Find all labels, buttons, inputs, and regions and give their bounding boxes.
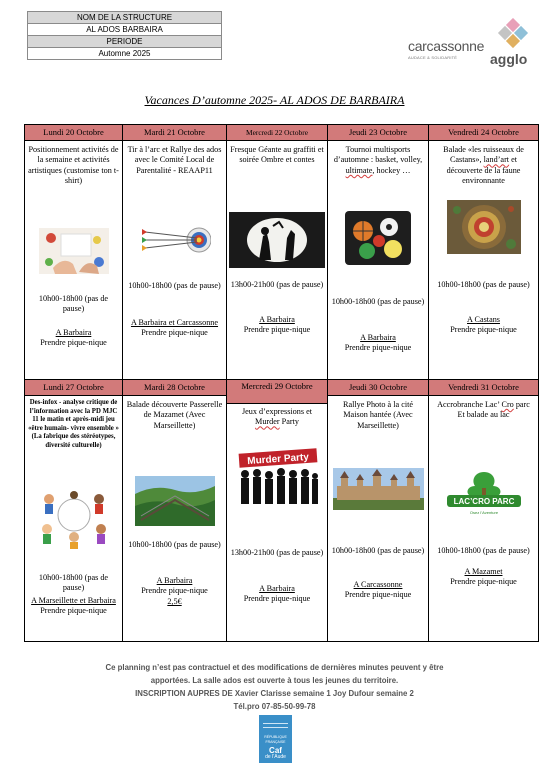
hours-text: 10h00-18h00 (pas de pause) <box>38 294 109 314</box>
activity-part: Cro <box>501 400 514 409</box>
location-block <box>432 315 535 336</box>
logo-suffix: agglo <box>490 51 528 67</box>
extra-text: Prendre pique-nique <box>40 606 107 616</box>
painting-hands-image <box>39 228 109 274</box>
extra-text: Prendre pique-nique <box>40 338 107 348</box>
day-cell-mardi-21 <box>123 125 227 379</box>
activity-part: Tournoi multisports d’automne : basket, volley, <box>333 145 423 165</box>
lac-cro-parc-logo-text: LAC’CRO PARC <box>453 497 515 506</box>
hours-text: 10h00-18h00 (pas de pause) <box>437 546 530 555</box>
footbridge-image <box>135 476 215 526</box>
carcassonne-city-image <box>333 468 424 510</box>
location-block <box>126 318 223 339</box>
carcassonne-agglo-logo <box>408 18 538 66</box>
caf-logo-text <box>259 735 292 761</box>
location-text: A Barbaira <box>360 333 396 342</box>
footer-disclaimer-2: apportées. La salle ados est ouverte à tous les jeunes du territoire. <box>150 676 399 685</box>
land-art-image <box>447 200 521 254</box>
week-1-row <box>25 125 538 379</box>
extra-text: Prendre pique-nique <box>344 343 412 353</box>
shadow-theatre-image <box>229 212 325 268</box>
hours-text: 10h00-18h00 (pas de pause) <box>331 297 425 306</box>
day-cell-vendredi-24 <box>429 125 538 379</box>
page-title: Vacances D’automne 2025- AL ADOS DE BARBAIRA <box>144 93 405 107</box>
caf-logo <box>259 715 292 763</box>
location-text: A Barbaira <box>156 576 193 585</box>
caf-name: Caf <box>269 745 282 755</box>
day-cell-mercredi-22 <box>227 125 328 379</box>
day-header: Lundi 27 Octobre <box>25 380 122 396</box>
caf-logo-line <box>263 723 288 724</box>
activity-part: Party <box>279 417 299 427</box>
location-block <box>432 567 535 588</box>
day-header: Lundi 20 Octobre <box>25 125 122 141</box>
day-cell-jeudi-23 <box>328 125 429 379</box>
day-header: Jeudi 30 Octobre <box>328 380 428 396</box>
activity-part: land’art <box>483 155 510 165</box>
murder-party-image <box>235 447 321 509</box>
day-cell-lundi-27 <box>25 380 123 642</box>
location-text: A Barbaira <box>259 315 295 324</box>
location-block <box>28 596 119 617</box>
logo-subtitle: AUDACE & SOLIDARITÉ <box>408 55 458 60</box>
day-header: Mardi 21 Octobre <box>123 125 226 141</box>
extra-text: Prendre pique-nique <box>141 586 208 596</box>
period-value: Automne 2025 <box>28 48 222 60</box>
week-2-row <box>25 379 538 642</box>
activity-part: parc Et balade au lac <box>457 400 530 420</box>
lac-cro-parc-tagline: Osez l’Aventure <box>469 510 499 515</box>
hours-text: 13h00-21h00 (pas de pause) <box>230 280 324 289</box>
location-text: A Barbaira et Carcassonne <box>130 318 219 327</box>
day-cell-jeudi-30 <box>328 380 429 642</box>
day-cell-vendredi-31 <box>429 380 538 642</box>
period-label: PERIODE <box>28 36 222 48</box>
extra-text: Prendre pique-nique <box>141 328 208 338</box>
hours-text: 10h00-18h00 (pas de pause) <box>128 281 221 290</box>
logo-name: carcassonne <box>408 38 485 54</box>
day-header: Mardi 28 Octobre <box>123 380 226 396</box>
extra-text: Prendre pique-nique <box>243 594 311 604</box>
activity-description: Rallye Photo à la cité Maison hantée (Avec Marseillette) <box>342 400 414 430</box>
extra-text: Prendre pique-nique <box>243 325 311 335</box>
structure-value: AL ADOS BARBAIRA <box>28 24 222 36</box>
caf-sub: de l’Aude <box>265 753 286 760</box>
activity-part: Jeux d’expressions et <box>241 407 313 416</box>
activity-description <box>331 145 425 176</box>
structure-label: NOM DE LA STRUCTURE <box>28 12 222 24</box>
activity-description: Positionnement activités de la semaine et activités artistiques (customise ton t-shirt) <box>28 145 119 186</box>
location-block <box>126 576 223 607</box>
location-block <box>28 328 119 349</box>
activity-description <box>230 407 324 428</box>
activity-part: Accrobranche Lac’ <box>437 400 502 409</box>
location-text: A Mazamet <box>464 567 503 576</box>
structure-info-table <box>27 11 222 60</box>
location-block <box>230 584 324 605</box>
extra-text: Prendre pique-nique <box>450 577 517 587</box>
activity-part: Murder <box>255 417 280 427</box>
archery-target-image <box>139 220 211 260</box>
footer-disclaimer-1: Ce planning n’est pas contractuel et des modifications de dernières minutes peuvent y être <box>105 663 444 672</box>
extra-text: Prendre pique-nique <box>450 325 517 335</box>
footer-phone: Tél.pro 07-85-50-99-78 <box>233 702 316 711</box>
activity-description: Balade découverte Passerelle de Mazamet (Avec Marseillette) <box>126 400 223 430</box>
sports-balls-image <box>345 211 411 265</box>
activity-part: ultimate <box>345 165 373 175</box>
activity-part: et découverte de la faune environnante <box>446 155 521 186</box>
day-cell-lundi-20 <box>25 125 123 379</box>
hours-text: 10h00-18h00 (pas de pause) <box>437 280 530 289</box>
day-header: Vendredi 24 Octobre <box>429 125 538 141</box>
activity-calendar <box>24 124 539 642</box>
lac-cro-parc-logo-image <box>445 468 523 518</box>
day-cell-mardi-28 <box>123 380 227 642</box>
day-header: Mercredi 22 Octobre <box>227 125 327 141</box>
murder-party-sign-text: Murder Party <box>246 451 310 468</box>
activity-part: Balade «les ruisseaux de Castans», <box>443 145 524 165</box>
location-block <box>331 333 425 354</box>
hours-text: 10h00-18h00 (pas de pause) <box>331 546 425 555</box>
diverse-people-drawing-image <box>35 487 113 549</box>
day-header: Vendredi 31 Octobre <box>429 380 538 396</box>
day-cell-mercredi-29 <box>227 380 328 642</box>
activity-description: Des-infox - analyse critique de l’information avec la PD MJC 11 le matin et après-midi jeu «être humain- vivre ensemble » (La fabrique des stéréotypes, diversité culturelle) <box>28 399 119 449</box>
day-header: Jeudi 23 Octobre <box>328 125 428 141</box>
location-block <box>230 315 324 336</box>
location-text: A Castans <box>467 315 500 324</box>
activity-description: Fresque Géante au graffiti et soirée Ombre et contes <box>230 145 324 165</box>
day-header: Mercredi 29 Octobre <box>227 380 327 404</box>
footer-inscription: INSCRIPTION AUPRES DE Xavier Clarisse semaine 1 Joy Dufour semaine 2 <box>135 689 414 698</box>
activity-part: , hockey … <box>372 165 411 175</box>
hours-text: 10h00-18h00 (pas de pause) <box>38 573 109 593</box>
caf-republique: RÉPUBLIQUE FRANÇAISE <box>264 734 287 744</box>
hours-text: 10h00-18h00 (pas de pause) <box>128 540 221 549</box>
location-text: A Barbaira <box>259 584 295 593</box>
price-text: 2,5€ <box>167 596 182 606</box>
activity-description <box>432 400 535 421</box>
caf-logo-line <box>263 727 288 728</box>
location-text: A Marseillette et Barbaira <box>31 596 116 605</box>
location-text: A Barbaira <box>55 328 92 337</box>
location-block <box>331 580 425 601</box>
activity-description <box>432 145 535 187</box>
location-text: A Carcassonne <box>353 580 403 589</box>
extra-text: Prendre pique-nique <box>344 590 412 600</box>
activity-description: Tir à l’arc et Rallye des ados avec le Comité Local de Parentalité - REAAP11 <box>127 145 222 175</box>
hours-text: 13h00-21h00 (pas de pause) <box>230 548 324 557</box>
logo-squares-icon <box>492 18 532 50</box>
